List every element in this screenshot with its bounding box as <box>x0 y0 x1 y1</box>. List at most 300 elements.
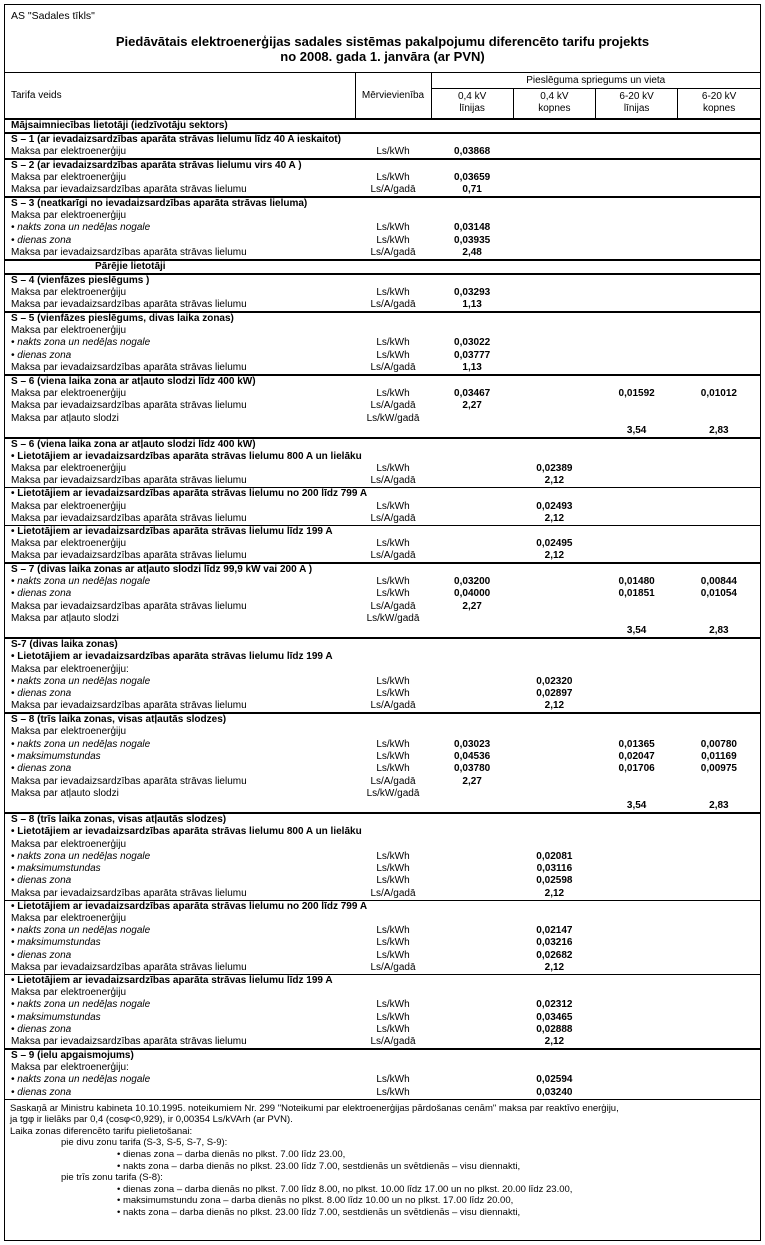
row-value <box>513 826 595 838</box>
row-value <box>431 663 513 675</box>
row-label: S – 6 (viena laika zona ar atļauto slodzi līdz 400 kW) <box>5 375 355 388</box>
row-value <box>596 613 678 625</box>
table-row <box>5 388 760 400</box>
row-label: Maksa par ievadaizsardzības aparāta strāvas lielumu <box>11 961 247 973</box>
row-value: 0,01851 <box>618 588 655 600</box>
row-value <box>431 838 513 850</box>
row-value: 2,83 <box>709 424 729 436</box>
row-value: 0,01012 <box>700 388 737 400</box>
row-value: 2,12 <box>544 700 565 712</box>
row-value <box>678 299 760 312</box>
row-value <box>678 451 760 463</box>
row-value: 3,54 <box>626 625 647 637</box>
row-value <box>431 888 513 901</box>
row-value <box>678 601 760 613</box>
row-value <box>596 260 678 274</box>
row-value <box>596 325 678 337</box>
company-name: AS "Sadales tīkls" <box>11 10 95 22</box>
table-row <box>5 651 760 663</box>
row-value <box>596 776 678 788</box>
row-unit: Ls/A/gadā <box>370 475 416 487</box>
row-value <box>513 388 595 400</box>
row-label: Maksa par elektroenerģiju <box>11 500 127 512</box>
row-value <box>596 287 678 299</box>
row-value <box>678 726 760 738</box>
row-value <box>596 888 678 901</box>
row-unit: Ls/kWh <box>376 537 410 549</box>
row-value <box>596 488 678 501</box>
row-value <box>513 274 595 287</box>
table-row <box>5 726 760 738</box>
table-row <box>5 525 760 538</box>
row-value <box>678 234 760 246</box>
row-value <box>431 688 513 700</box>
row-label: • nakts zona un nedēļas nogale <box>11 925 151 937</box>
table-row <box>5 325 760 337</box>
row-value <box>596 663 678 675</box>
page-title <box>5 34 760 64</box>
row-label: • dienas zona <box>11 688 72 700</box>
row-value <box>513 260 595 274</box>
row-unit: Ls/A/gadā <box>370 512 416 524</box>
row-value <box>431 260 513 274</box>
row-value <box>513 900 595 913</box>
row-value <box>513 525 595 538</box>
row-value <box>678 513 760 526</box>
column-header-04kv-linijas <box>431 89 513 119</box>
row-unit <box>355 525 431 538</box>
row-unit: Ls/kWh <box>376 1023 410 1035</box>
row-value: 0,00844 <box>700 576 737 588</box>
row-label: Maksa par ievadaizsardzības aparāta strāvas lielumu <box>11 1035 247 1047</box>
document-page <box>4 4 761 1241</box>
row-value <box>678 663 760 675</box>
row-value <box>513 312 595 325</box>
row-unit: Ls/A/gadā <box>370 298 416 310</box>
row-value: 0,03116 <box>536 863 573 875</box>
row-value <box>596 688 678 700</box>
table-row <box>5 974 760 987</box>
row-value <box>678 925 760 937</box>
row-value <box>513 588 595 600</box>
table-row <box>5 451 760 463</box>
row-unit: Ls/A/gadā <box>370 183 416 195</box>
row-value <box>513 247 595 260</box>
table-row <box>5 538 760 550</box>
row-unit: Ls/kWh <box>376 349 410 361</box>
row-value <box>596 197 678 210</box>
row-value <box>596 210 678 222</box>
table-row <box>5 146 760 159</box>
row-label: Maksa par elektroenerģiju <box>11 388 127 400</box>
row-value <box>596 362 678 375</box>
row-label: Maksa par elektroenerģiju <box>11 726 127 738</box>
row-value: 0,02081 <box>536 850 573 862</box>
row-value <box>678 133 760 146</box>
row-value <box>596 119 678 133</box>
row-value <box>431 133 513 146</box>
row-value <box>678 550 760 563</box>
row-value <box>431 488 513 501</box>
row-value <box>596 274 678 287</box>
row-value <box>596 726 678 738</box>
column-header-place: kopnes <box>538 103 571 115</box>
row-value <box>596 412 678 424</box>
row-value: 3,54 <box>626 424 647 436</box>
table-row <box>5 362 760 375</box>
row-value: 0,02682 <box>536 949 573 961</box>
row-value: 0,02389 <box>536 463 573 475</box>
row-label: • Lietotājiem ar ievadaizsardzības aparāta strāvas lielumu no 200 līdz 799 A <box>5 900 355 913</box>
row-value: 2,12 <box>544 1035 565 1047</box>
row-unit: Ls/kWh <box>376 738 410 750</box>
row-unit <box>355 425 431 438</box>
row-unit: Ls/A/gadā <box>370 1035 416 1047</box>
row-unit: Ls/kW/gadā <box>366 612 420 624</box>
row-value <box>513 133 595 146</box>
row-value <box>513 638 595 651</box>
row-unit <box>355 451 431 463</box>
row-value <box>431 999 513 1011</box>
table-row <box>5 826 760 838</box>
row-value <box>678 776 760 788</box>
row-value <box>596 1074 678 1086</box>
row-unit: Ls/kW/gadā <box>366 787 420 799</box>
row-value <box>596 974 678 987</box>
row-value <box>596 451 678 463</box>
row-label: Maksa par ievadaizsardzības aparāta strāvas lielumu <box>11 549 247 561</box>
row-value <box>431 1049 513 1062</box>
row-value <box>513 287 595 299</box>
row-value <box>431 1024 513 1036</box>
row-value: 0,02147 <box>536 925 573 937</box>
row-value <box>678 274 760 287</box>
row-value <box>678 159 760 172</box>
column-header-place: kopnes <box>703 103 736 115</box>
row-label: • Lietotājiem ar ievadaizsardzības aparāta strāvas lielumu 800 A un lielāku <box>11 826 362 838</box>
table-row <box>5 925 760 937</box>
table-row <box>5 987 760 999</box>
row-value <box>596 713 678 726</box>
row-unit <box>355 563 431 576</box>
table-row <box>5 234 760 246</box>
row-unit: Ls/kWh <box>376 171 410 183</box>
row-value <box>431 563 513 576</box>
row-value <box>513 987 595 999</box>
row-value: 0,03200 <box>454 576 491 588</box>
row-value <box>431 197 513 210</box>
row-value <box>431 325 513 337</box>
row-value <box>596 700 678 713</box>
row-value: 0,02312 <box>536 999 573 1011</box>
row-value <box>678 119 760 133</box>
table-row <box>5 1049 760 1062</box>
row-label: • nakts zona un nedēļas nogale <box>11 222 151 234</box>
row-value <box>678 172 760 184</box>
row-unit <box>355 438 431 451</box>
row-value <box>513 776 595 788</box>
row-value <box>678 651 760 663</box>
row-value <box>596 500 678 512</box>
row-label: Maksa par elektroenerģiju <box>11 463 127 475</box>
row-value <box>678 325 760 337</box>
row-value <box>678 463 760 475</box>
row-value: 0,02495 <box>536 537 573 549</box>
row-unit: Ls/kWh <box>376 145 410 157</box>
row-unit: Ls/kWh <box>376 337 410 349</box>
row-value <box>513 601 595 613</box>
row-value: 0,03022 <box>454 337 491 349</box>
row-value <box>596 913 678 925</box>
row-value <box>596 1024 678 1036</box>
row-value <box>513 625 595 638</box>
row-unit: Ls/kW/gadā <box>366 412 420 424</box>
row-value <box>431 119 513 133</box>
table-row <box>5 287 760 299</box>
row-unit <box>355 826 431 838</box>
row-value <box>596 475 678 488</box>
column-header-620kv-kopnes <box>678 89 760 119</box>
row-label: S – 8 (trīs laika zonas, visas atļautās slodzes) <box>5 713 355 726</box>
row-value <box>513 974 595 987</box>
row-value <box>513 350 595 362</box>
row-value: 0,03780 <box>454 763 491 775</box>
row-unit: Ls/A/gadā <box>370 600 416 612</box>
row-value: 1,13 <box>462 361 482 373</box>
row-label: • nakts zona un nedēļas nogale <box>11 738 151 750</box>
row-unit <box>355 197 431 210</box>
row-label: Mājsaimniecības lietotāji (iedzīvotāju sektors) <box>5 119 355 133</box>
row-value <box>596 1049 678 1062</box>
row-value: 2,12 <box>544 549 565 561</box>
row-value: 2,12 <box>544 475 565 487</box>
row-label: • Lietotājiem ar ievadaizsardzības aparāta strāvas lielumu līdz 199 A <box>5 525 355 538</box>
row-unit: Ls/A/gadā <box>370 400 416 412</box>
row-unit: Ls/kWh <box>376 1074 410 1086</box>
table-row <box>5 838 760 850</box>
row-value: 0,03467 <box>454 388 491 400</box>
row-value <box>596 937 678 949</box>
note-line: • nakts zona – darba dienās no plkst. 23.00 līdz 7.00, sestdienās un svētdienās – visu diennakti, <box>117 1160 521 1172</box>
row-value <box>678 900 760 913</box>
row-unit <box>355 713 431 726</box>
row-value <box>513 234 595 246</box>
row-value <box>596 1036 678 1049</box>
tariff-table-body <box>5 119 760 1100</box>
row-value: 0,02493 <box>536 500 573 512</box>
row-value <box>678 197 760 210</box>
row-value <box>431 949 513 961</box>
note-line: pie divu zonu tarifa (S-3, S-5, S-7, S-9): <box>61 1137 228 1149</box>
table-row <box>5 776 760 788</box>
row-value: 2,12 <box>544 512 565 524</box>
row-value <box>431 210 513 222</box>
row-label: Maksa par elektroenerģiju <box>11 286 127 298</box>
row-value <box>678 676 760 688</box>
row-value <box>513 184 595 197</box>
row-label: Maksa par elektroenerģiju: <box>11 1062 129 1074</box>
row-label: Maksa par ievadaizsardzības aparāta strāvas lielumu <box>11 512 247 524</box>
row-value: 0,03935 <box>454 234 491 246</box>
row-unit: Ls/kWh <box>376 863 410 875</box>
row-value <box>596 438 678 451</box>
table-row <box>5 576 760 588</box>
row-value <box>431 425 513 438</box>
note-line: • dienas zona – darba dienās no plkst. 7.00 līdz 8.00, no plkst. 10.00 līdz 17.00 un no plkst. 20.00 līdz 23.00, <box>117 1183 573 1195</box>
row-value <box>596 400 678 412</box>
row-value <box>596 638 678 651</box>
row-value <box>431 726 513 738</box>
table-row <box>5 638 760 651</box>
row-value <box>678 312 760 325</box>
row-value: 0,01169 <box>701 751 737 763</box>
note-line: pie trīs zonu tarifa (S-8): <box>61 1172 163 1184</box>
row-label: • dienas zona <box>11 1086 72 1098</box>
row-value <box>678 937 760 949</box>
row-value <box>678 1024 760 1036</box>
row-value <box>596 676 678 688</box>
page-title-line1: Piedāvātais elektroenerģijas sadales sistēmas pakalpojumu diferencēto tarifu projekts <box>115 34 650 49</box>
row-value <box>431 937 513 949</box>
row-label: • dienas zona <box>11 763 72 775</box>
row-unit: Ls/A/gadā <box>370 775 416 787</box>
row-value <box>596 159 678 172</box>
row-value <box>596 563 678 576</box>
row-value: 0,03465 <box>536 1011 573 1023</box>
row-unit: Ls/kWh <box>376 588 410 600</box>
row-value: 2,27 <box>462 775 482 787</box>
row-label: • Lietotājiem ar ievadaizsardzības aparāta strāvas lielumu līdz 199 A <box>5 974 355 987</box>
row-value <box>513 337 595 349</box>
row-label: Maksa par elektroenerģiju: <box>11 663 129 675</box>
row-unit: Ls/kWh <box>376 222 410 234</box>
table-row <box>5 813 760 826</box>
row-value: 2,48 <box>462 246 482 258</box>
row-value <box>431 788 513 800</box>
row-value <box>513 438 595 451</box>
row-value <box>431 525 513 538</box>
row-unit <box>355 159 431 172</box>
row-value <box>431 375 513 388</box>
row-value <box>431 1087 513 1100</box>
row-value <box>678 987 760 999</box>
tariff-table <box>5 72 760 1100</box>
row-value <box>431 962 513 975</box>
row-value <box>431 800 513 813</box>
row-label: Maksa par ievadaizsardzības aparāta strāvas lielumu <box>11 700 247 712</box>
row-value <box>678 350 760 362</box>
row-unit: Ls/kWh <box>376 937 410 949</box>
row-label: • Lietotājiem ar ievadaizsardzības aparāta strāvas lielumu no 200 līdz 799 A <box>5 488 355 501</box>
row-label: • dienas zona <box>11 949 72 961</box>
row-value: 0,03240 <box>536 1086 573 1098</box>
row-value <box>596 312 678 325</box>
row-value <box>513 739 595 751</box>
row-value <box>596 651 678 663</box>
table-row <box>5 1011 760 1023</box>
table-row <box>5 350 760 362</box>
row-value <box>431 159 513 172</box>
row-value <box>678 525 760 538</box>
row-value <box>596 222 678 234</box>
column-header-voltage: 0,4 kV <box>540 91 569 103</box>
row-value <box>678 488 760 501</box>
row-unit <box>355 813 431 826</box>
row-value <box>513 451 595 463</box>
row-label: S – 7 (divas laika zonas ar atļauto slodzi līdz 99,9 kW vai 200 A ) <box>5 563 355 576</box>
table-row <box>5 763 760 775</box>
column-header-620kv-linijas <box>596 89 678 119</box>
row-label: • nakts zona un nedēļas nogale <box>11 999 151 1011</box>
row-unit <box>355 375 431 388</box>
row-label: S – 4 (vienfāzes pieslēgums ) <box>5 274 355 287</box>
table-row <box>5 172 760 184</box>
row-value: 0,02047 <box>618 751 655 763</box>
row-value <box>431 412 513 424</box>
row-value: 2,27 <box>462 400 482 412</box>
table-row <box>5 875 760 887</box>
row-unit: Ls/kWh <box>376 1086 410 1098</box>
table-row <box>5 375 760 388</box>
row-label: • maksimumstundas <box>11 863 101 875</box>
row-unit <box>355 312 431 325</box>
column-header-unit: Mērvievienība <box>355 73 431 119</box>
row-value <box>431 713 513 726</box>
row-unit <box>355 274 431 287</box>
row-unit: Ls/A/gadā <box>370 246 416 258</box>
row-value <box>678 851 760 863</box>
row-label: S – 8 (trīs laika zonas, visas atļautās slodzes) <box>5 813 355 826</box>
row-value <box>596 337 678 349</box>
table-row <box>5 312 760 325</box>
row-unit <box>355 133 431 146</box>
row-value <box>431 875 513 887</box>
row-label: S – 2 (ar ievadaizsardzības aparāta strāvas lielumu virs 40 A ) <box>5 159 355 172</box>
row-value: 0,03216 <box>536 937 573 949</box>
row-value <box>513 913 595 925</box>
row-value <box>596 350 678 362</box>
row-unit: Ls/kWh <box>376 576 410 588</box>
row-value <box>596 133 678 146</box>
row-value <box>431 438 513 451</box>
row-value <box>678 863 760 875</box>
table-row <box>5 210 760 222</box>
row-value <box>678 375 760 388</box>
row-unit: Ls/kWh <box>376 925 410 937</box>
table-row <box>5 788 760 800</box>
row-label: Maksa par ievadaizsardzības aparāta strāvas lielumu <box>11 600 247 612</box>
row-value <box>513 1062 595 1074</box>
row-value: 0,01480 <box>618 576 655 588</box>
row-value <box>431 513 513 526</box>
row-value <box>431 613 513 625</box>
row-label: S – 5 (vienfāzes pieslēgums, divas laika zonas) <box>5 312 355 325</box>
table-row <box>5 550 760 563</box>
row-label: Maksa par elektroenerģiju <box>11 986 127 998</box>
row-value <box>596 826 678 838</box>
table-row <box>5 949 760 961</box>
row-value <box>431 550 513 563</box>
row-value: 2,12 <box>544 961 565 973</box>
row-value <box>596 184 678 197</box>
table-row <box>5 688 760 700</box>
row-value <box>596 525 678 538</box>
row-unit: Ls/kWh <box>376 999 410 1011</box>
row-value <box>431 638 513 651</box>
row-label: • nakts zona un nedēļas nogale <box>11 675 151 687</box>
row-unit <box>355 210 431 222</box>
row-value <box>678 184 760 197</box>
